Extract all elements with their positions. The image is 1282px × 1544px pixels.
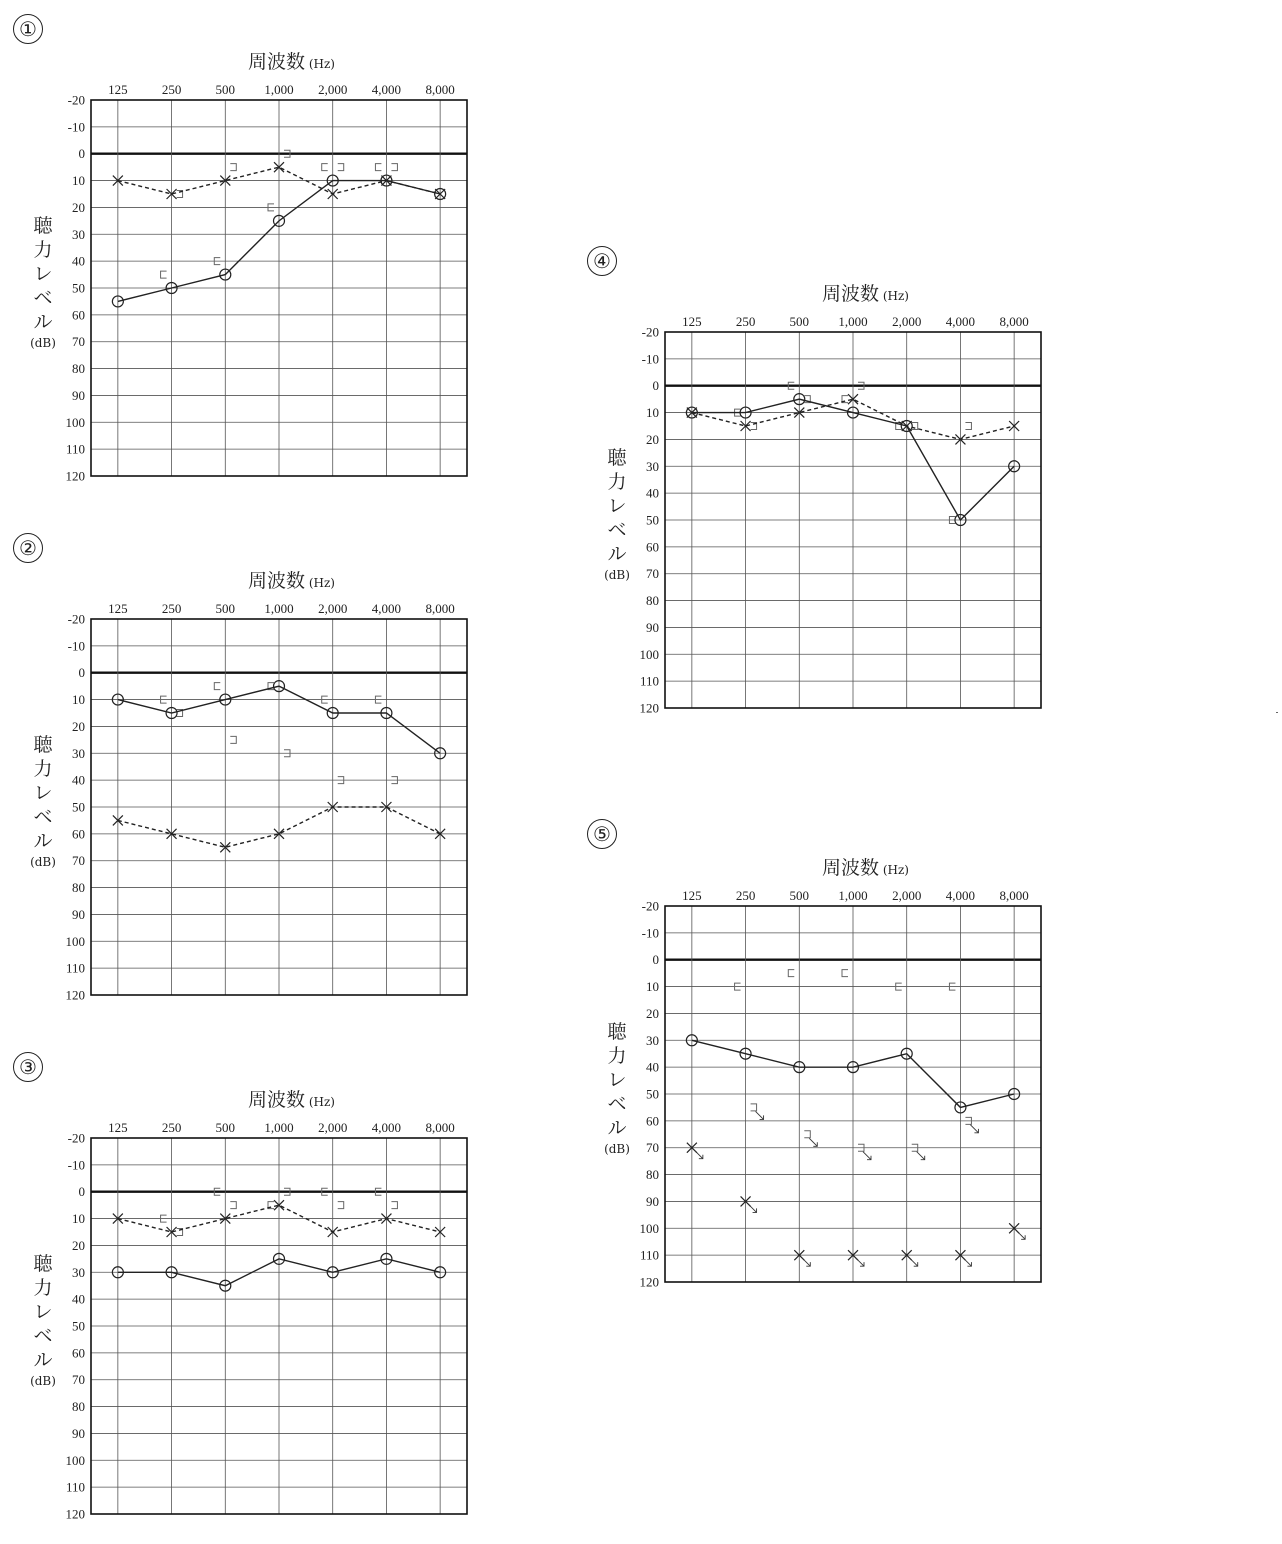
bone-left-marker [338,1202,344,1209]
scale-out-arrow [863,1152,871,1160]
y-tick-label: 10 [646,405,659,421]
frequency-unit: (Hz) [879,289,909,303]
y-tick-label: 60 [72,826,85,842]
bone-right-marker [161,271,167,278]
x-tick-label: 2,000 [318,1120,348,1135]
y-tick-label: 0 [78,1184,85,1200]
y-tick-label: 50 [646,1086,659,1102]
bone-left-marker [965,423,971,430]
ylabel-unit: (dB) [30,855,56,869]
frequency-unit: (Hz) [305,1095,335,1109]
y-tick-label: 20 [646,1005,659,1021]
bone-left-marker [338,164,344,171]
y-tick-label: 110 [639,673,659,689]
ylabel-char: ル [33,1349,53,1371]
frequency-unit: (Hz) [305,576,335,590]
ylabel-char: レ [607,1069,627,1091]
y-tick-label: 80 [72,880,85,896]
y-tick-label: 30 [646,458,659,474]
y-tick-label: 30 [72,745,85,761]
ylabel-char: ベ [607,519,627,541]
ylabel-char: 力 [607,471,627,493]
x-tick-label: 1,000 [264,601,294,616]
scale-out-arrow [749,1204,757,1212]
x-tick-label: 8,000 [425,601,455,616]
ylabel-char: レ [607,495,627,517]
ylabel-char: 聴 [607,447,627,469]
y-tick-label: 50 [646,512,659,528]
ylabel-unit: (dB) [604,1142,630,1156]
frequency-unit: (Hz) [879,863,909,877]
bone-right-marker [214,683,220,690]
y-tick-label: -10 [67,638,85,654]
y-tick-label: 120 [65,1506,85,1522]
bone-right-marker [788,970,794,977]
y-tick-label: -10 [67,1157,85,1173]
ylabel-char: 力 [607,1045,627,1067]
ylabel-char: ル [33,311,53,333]
x-tick-label: 125 [108,1120,128,1135]
y-tick-label: 10 [72,173,85,189]
x-tick-label: 4,000 [945,314,976,329]
y-tick-label: 120 [65,987,85,1003]
y-tick-label: 120 [639,700,659,716]
x-tick-label: 4,000 [371,82,402,97]
panel-number-badge: ② [13,533,43,563]
y-tick-label: 70 [646,1140,659,1156]
ylabel-unit: (dB) [30,1374,56,1388]
ylabel-char: ベ [607,1093,627,1115]
bone-left-marker [230,1202,236,1209]
panel-number-badge: ⑤ [587,819,617,849]
bone-left-marker [230,736,236,743]
y-tick-label: 110 [65,1479,85,1495]
audiogram-chart [51,589,507,1025]
frequency-title-text: 周波数 [248,1089,306,1111]
x-tick-label: 250 [735,314,756,329]
y-tick-label: -20 [67,611,85,627]
x-tick-label: 8,000 [999,314,1029,329]
y-tick-label: 10 [72,692,85,708]
y-tick-label: 30 [646,1032,659,1048]
y-tick-label: 20 [646,431,659,447]
bone-left-marker [751,1104,757,1111]
y-tick-label: 110 [65,960,85,976]
y-tick-label: 80 [72,1399,85,1415]
y-tick-label: 20 [72,199,85,215]
x-tick-label: 125 [108,82,128,97]
x-tick-label: 1,000 [838,314,868,329]
y-tick-label: 0 [652,952,659,968]
scale-out-arrow [856,1258,864,1266]
y-tick-label: -10 [67,119,85,135]
y-tick-label: 110 [639,1247,659,1263]
y-tick-label: 100 [65,1452,85,1468]
x-tick-label: 4,000 [371,1120,402,1135]
scale-out-arrow [910,1258,918,1266]
audiogram-chart [51,1108,507,1544]
audiogram-chart [625,876,1081,1312]
x-tick-label: 4,000 [945,888,976,903]
x-tick-label: 250 [161,82,182,97]
y-tick-label: 90 [646,619,659,635]
ylabel-char: 聴 [607,1021,627,1043]
y-tick-label: 10 [72,1211,85,1227]
audiogram-chart [51,70,507,506]
y-tick-label: 100 [65,414,85,430]
y-tick-label: 70 [646,566,659,582]
scale-out-arrow [970,1125,978,1133]
scale-out-arrow [756,1111,764,1119]
x-tick-label: 125 [682,888,702,903]
bone-right-marker [842,970,848,977]
y-tick-label: -10 [641,925,659,941]
x-tick-label: 2,000 [318,601,348,616]
y-tick-label: 30 [72,1264,85,1280]
panel-number-badge: ① [13,14,43,44]
panel-number-badge: ③ [13,1052,43,1082]
page-mark [1276,712,1278,713]
ylabel-char: ベ [33,806,53,828]
y-tick-label: 40 [646,485,659,501]
x-tick-label: 250 [735,888,756,903]
y-tick-label: -20 [641,324,659,340]
x-tick-label: 500 [789,314,810,329]
y-tick-label: 110 [65,441,85,457]
y-tick-label: 40 [646,1059,659,1075]
y-tick-label: 120 [639,1274,659,1290]
x-tick-label: 2,000 [892,888,922,903]
y-tick-label: 50 [72,799,85,815]
y-tick-label: 60 [646,539,659,555]
bone-left-marker [230,164,236,171]
ylabel-char: ル [607,1117,627,1139]
ylabel-char: レ [33,1301,53,1323]
y-tick-label: -20 [67,1130,85,1146]
frequency-unit: (Hz) [305,57,335,71]
y-tick-label: 80 [72,361,85,377]
y-tick-label: -20 [641,898,659,914]
y-tick-label: 90 [72,906,85,922]
y-tick-label: 10 [646,979,659,995]
y-tick-label: 0 [78,665,85,681]
x-tick-label: 1,000 [264,82,294,97]
y-tick-label: 70 [72,853,85,869]
x-tick-label: 2,000 [318,82,348,97]
y-tick-label: 100 [639,646,659,662]
scale-out-arrow [802,1258,810,1266]
y-tick-label: 50 [72,280,85,296]
ylabel-char: ル [33,830,53,852]
y-tick-label: 90 [72,1425,85,1441]
x-tick-label: 125 [108,601,128,616]
ylabel-char: ベ [33,1325,53,1347]
x-tick-label: 250 [161,601,182,616]
x-tick-label: 500 [215,82,236,97]
ylabel-char: レ [33,782,53,804]
y-tick-label: 90 [72,387,85,403]
y-tick-label: 80 [646,593,659,609]
scale-out-arrow [917,1152,925,1160]
y-tick-label: 20 [72,718,85,734]
panel-number-badge: ④ [587,246,617,276]
x-tick-label: 2,000 [892,314,922,329]
y-tick-label: 60 [72,307,85,323]
x-tick-label: 8,000 [999,888,1029,903]
y-tick-label: 30 [72,226,85,242]
bone-right-marker [375,164,381,171]
y-tick-label: 100 [65,933,85,949]
x-tick-label: 250 [161,1120,182,1135]
bone-left-marker [391,164,397,171]
x-tick-label: 500 [215,1120,236,1135]
ylabel-char: ル [607,543,627,565]
ylabel-unit: (dB) [30,336,56,350]
x-tick-label: 4,000 [371,601,402,616]
y-tick-label: 40 [72,1291,85,1307]
y-tick-label: 70 [72,334,85,350]
ylabel-char: 力 [33,758,53,780]
scale-out-arrow [963,1258,971,1266]
y-tick-label: 60 [646,1113,659,1129]
y-tick-label: 80 [646,1167,659,1183]
bone-right-marker [322,164,328,171]
y-tick-label: 40 [72,253,85,269]
y-tick-label: 20 [72,1237,85,1253]
y-tick-label: 120 [65,468,85,484]
y-tick-label: 0 [78,146,85,162]
x-tick-label: 500 [789,888,810,903]
ylabel-char: 聴 [33,215,53,237]
frequency-title-text: 周波数 [822,283,880,305]
ylabel-char: 聴 [33,1253,53,1275]
ylabel-char: 力 [33,1277,53,1299]
y-tick-label: -20 [67,92,85,108]
ylabel-unit: (dB) [604,568,630,582]
x-tick-label: 500 [215,601,236,616]
x-tick-label: 125 [682,314,702,329]
x-tick-label: 1,000 [838,888,868,903]
y-tick-label: 70 [72,1372,85,1388]
scale-out-arrow [809,1138,817,1146]
x-tick-label: 1,000 [264,1120,294,1135]
y-tick-label: 90 [646,1193,659,1209]
y-tick-label: 50 [72,1318,85,1334]
bone-left-marker [391,1202,397,1209]
ylabel-char: ベ [33,287,53,309]
frequency-title-text: 周波数 [822,857,880,879]
y-tick-label: -10 [641,351,659,367]
ylabel-char: 聴 [33,734,53,756]
frequency-title-text: 周波数 [248,570,306,592]
y-tick-label: 100 [639,1220,659,1236]
audiogram-chart [625,302,1081,738]
y-tick-label: 60 [72,1345,85,1361]
x-tick-label: 8,000 [425,1120,455,1135]
y-tick-label: 40 [72,772,85,788]
bone-left-marker [804,1131,810,1138]
frequency-title-text: 周波数 [248,51,306,73]
x-tick-label: 8,000 [425,82,455,97]
scale-out-arrow [695,1151,703,1159]
ylabel-char: レ [33,263,53,285]
y-tick-label: 0 [652,378,659,394]
ylabel-char: 力 [33,239,53,261]
scale-out-arrow [1017,1231,1025,1239]
